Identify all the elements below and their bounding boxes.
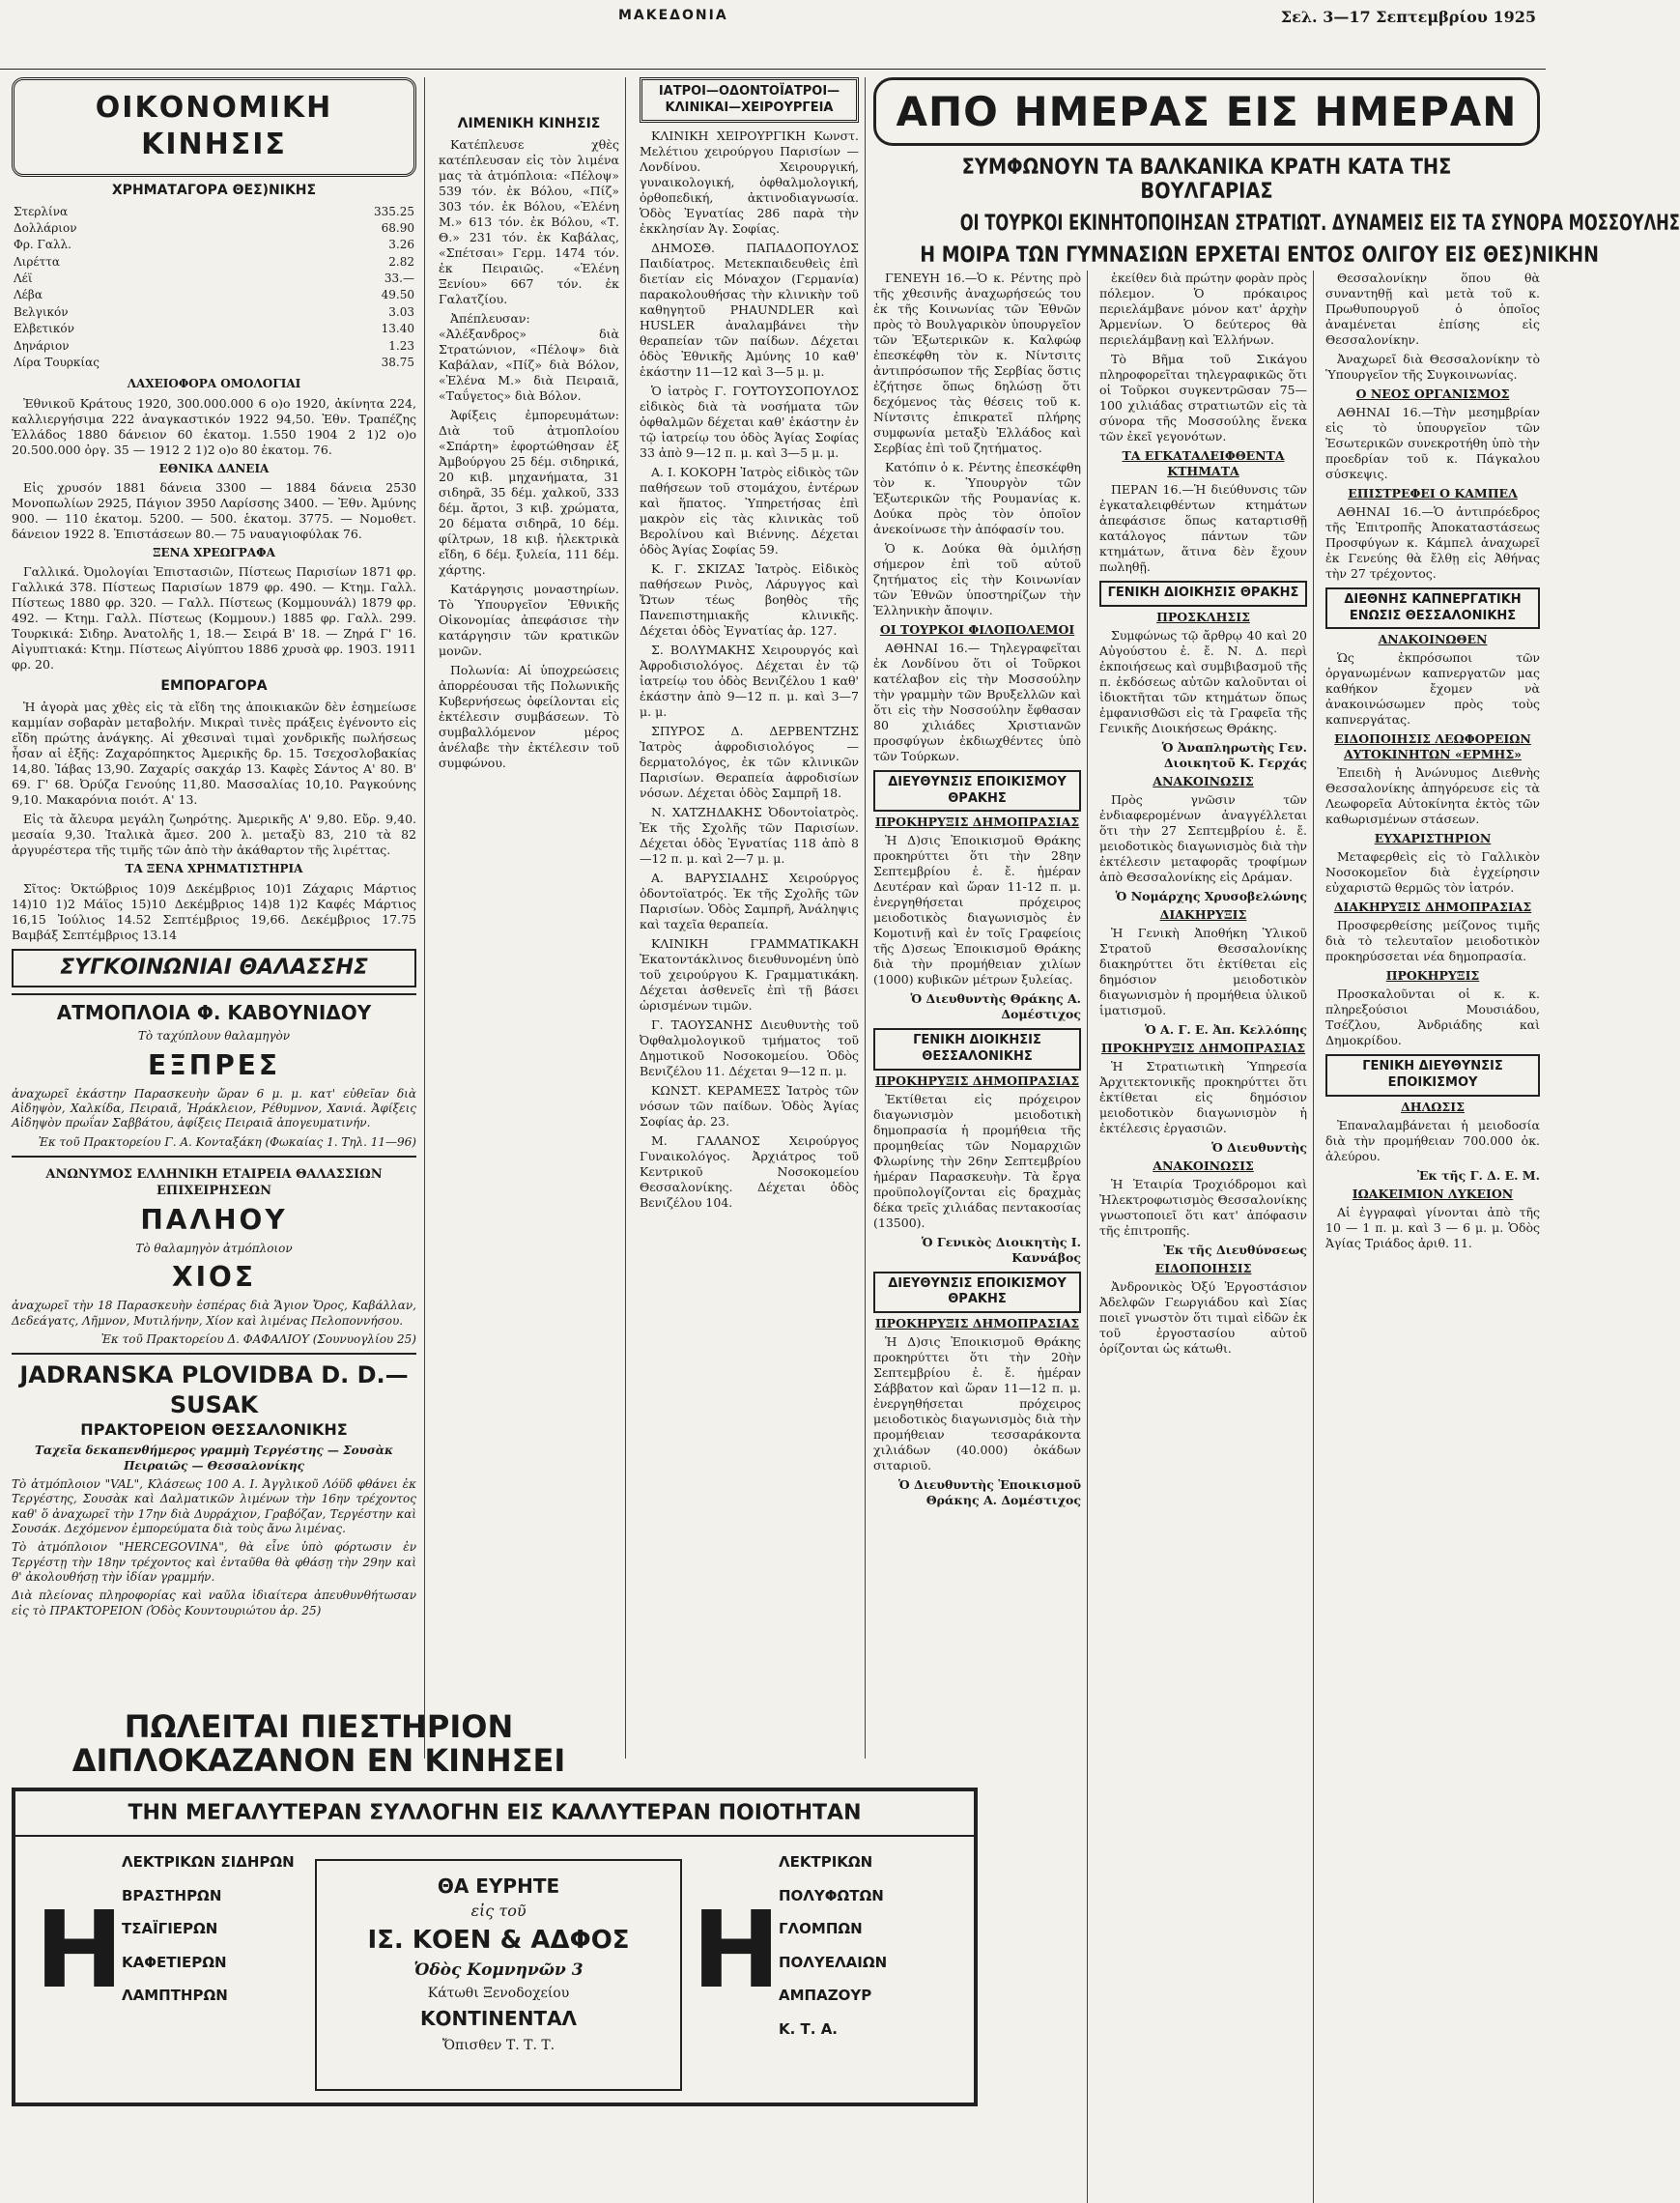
article-para: ΠΕΡΑΝ 16.—Ἡ διεύθυνσις τῶν ἐγκαταλειφθέντων κτημάτων ἀπεφάσισε ὅπως καταρτισθῇ κατάλογος πάντων τῶν κτημάτων, ἅτινα δὲν ἔχουν πωληθῇ. [1099,482,1307,574]
shipping-ad-kavounidou [12,993,416,1150]
notice-title: ΕΙΔΟΠΟΙΗΣΙΣ [1154,1260,1252,1275]
doctor-listing: ΣΠΥΡΟΣ Δ. ΔΕΡΒΕΝΤΖΗΣ Ἰατρὸς ἀφροδισιολόγος — δερματολόγος, ἐκ τῶν κλινικῶν Παρισίων. Θεραπεία ἀφροδισίων νόσων. Δέχεται ὁδὸς Σαμπρῆ 18. [640,724,859,801]
notice-signature: Ὁ Διευθυντὴς [1211,1139,1307,1155]
rate-row [12,204,416,220]
article-para: Ἀναχωρεῖ διὰ Θεσσαλονίκην τὸ Ὑπουργεῖον τῆς Συγκοινωνίας. [1325,352,1540,382]
ad-list-head: ΛΕΚΤΡΙΚΩΝ ΣΙΔΗΡΩΝ [122,1853,295,1871]
paper-name: ΜΑΚΕΔΟΝΙΑ [618,8,728,23]
notice-signature: Ἐκ τῆς Γ. Δ. Ε. Μ. [1416,1167,1540,1183]
ad-sub: ΠΡΑΚΤΟΡΕΙΟΝ ΘΕΣΣΑΛΟΝΙΚΗΣ [80,1419,348,1439]
front-section [873,77,1680,268]
article-para: ἐκείθεν διὰ πρώτην φορὰν πρὸς πόλεμον. Ὁ πρόκαιρος περιελάμβανε μόνον κατ' ἀρχὴν Ἀρμενίων. Ὁ δεύτερος θὰ περιελάμβανῃ καὶ Ἑλλήνων. [1099,271,1307,347]
doctor-listing: ΔΗΜΟΣΘ. ΠΑΠΑΔΟΠΟΥΛΟΣ Παιδίατρος. Μετεκπαιδευθεὶς ἐπὶ διετίαν εἰς Μόναχον (Γερμανία) παρακολουθήσας τὴν κλινικὴν τοῦ καθηγητοῦ PHAUNDLER καὶ HUSLER ἀναλαμβάνει τὴν θεραπείαν τῶν παίδων. Δέχεται ὁδὸς Ἐθνικῆς Ἀμύνης 10 καθ' ἑκάστην 11—12 καὶ 3—5 μ. μ. [640,241,859,380]
cohen-electrical-ad [12,1788,978,2106]
ad-center-line: ΚΟΝΤΙΝΕΝΤΑΛ [419,2007,578,2030]
rate-value: 13.40 [381,322,414,336]
article-para: Κατόπιν ὁ κ. Ρέντης ἐπεσκέφθη τὸν κ. Ὑπουργὸν τῶν Ἐξωτερικῶν τῆς Ρουμανίας κ. Δούκα πρὸς τὸν ὁποῖον ἀνεκοίνωσε τὴν ἀπόφασίν του. [873,460,1081,536]
harbor-para: Κατέπλευσε χθὲς κατέπλευσαν εἰς τὸν λιμένα μας τὰ ἀτμόπλοια: «Πέλοψ» 539 τόν. ἐκ Βόλου, «Πίζ» 303 τόν. ἐκ Βόλου, «Ἐλένη Μ.» 613 τόν. ἐκ Βόλου, «Τ. Θ.» 231 τόν. ἐκ Καβάλας, «Σπέτσαι» Γερμ. 1474 τόν. ἐκ Πειραιῶς. «Ἑλένη Ξενίου» 667 τόν. ἐκ Γαλατζίου. [439,136,619,306]
doctors-list [640,129,859,1211]
rate-row [12,287,416,303]
notice-box: ΓΕΝΙΚΗ ΔΙΟΙΚΗΣΙΣ ΘΡΑΚΗΣ [1099,581,1307,607]
front-subcolumn-2 [1094,271,1314,2203]
shipping-banner: ΣΥΓΚΟΙΝΩΝΙΑΙ ΘΑΛΑΣΣΗΣ [12,949,416,987]
notice-box: ΔΙΕΥΘΥΝΣΙΣ ΕΠΟΙΚΙΣΜΟΥ ΘΡΑΚΗΣ [873,1272,1081,1313]
ad-big-letter: Η [35,1888,125,2012]
notice-title: ΠΡΟΚΗΡΥΞΙΣ ΔΗΜΟΠΡΑΣΙΑΣ [1100,1040,1306,1055]
ad-signature: Ἐκ τοῦ Πρακτορείου Δ. ΦΑΦΑΛΙΟΥ (Σουνυογλίου 25) [100,1331,416,1346]
section-title: ΕΠΙΣΤΡΕΦΕΙ Ο ΚΑΜΠΕΛ [1348,486,1518,501]
rate-name: Λέϊ [14,272,33,286]
notice-text: Ἐκτίθεται εἰς πρόχειρον διαγωνισμὸν μειοδοτικὴ δημοπρασία ἡ προμήθεια τῆς προμηθείας τῶν Νομαρχιῶν Φλωρίνης τὴν 26ην Σεπτεμβρίου ἡμέραν Παρασκευὴν. Τὰ ἔργα προϋπολογίζονται εἰς δραχμὰς δέκα τρεῖς χιλιάδας πεντακοσίας (13500). [873,1091,1081,1230]
ad-big-letter: Η [692,1888,782,2012]
notice-title: ΔΙΑΚΗΡΥΞΙΣ [1159,906,1247,922]
notice-text: Προσφερθείσης μείζονος τιμῆς διὰ τὸ τελευταῖον μειοδοτικὸν προκηρύσσεται νέα δημοπρασία. [1325,918,1540,964]
notice-text: Ἡ Δ)σις Ἐποικισμοῦ Θράκης προκηρύττει ὅτι τὴν 20ὴν Σεπτεμβρίου ἐ. ἔ. ἡμέραν Σάββατον καὶ ὥραν 11—12 π. μ. ἐνεργηθήσεται πρόχειρος μειοδοτικὸς διαγωνισμὸς διὰ τὴν προμήθειαν τεσσαράκοντα χιλιάδων (40.000) ὀκάδων σιταριοῦ. [873,1333,1081,1473]
notice-text: Ὡς ἐκπρόσωποι τῶν ὀργανωμένων καπνεργατῶν μας καθήκον ἔχομεν νὰ ἀνακοινώσωμεν πρὸς τοὺς καπνεργάτας. [1325,650,1540,728]
notice-text: Πρὸς γνῶσιν τῶν ἐνδιαφερομένων ἀναγγέλλεται ὅτι τὴν 27 Σεπτεμβρίου ἐ. ἔ. μειοδοτικὸς διαγωνισμὸς διὰ τὴν ἐκτέλεσιν μεταφορᾶς τροφίμων ἀπὸ Θεσσαλονίκης εἰς Δράμαν. [1099,791,1307,884]
doctor-listing: Μ. ΓΑΛΑΝΟΣ Χειρούργος Γυναικολόγος. Ἀρχιάτρος τοῦ Κεντρικοῦ Νοσοκομείου Θεσσαλονίκης. Δέχεται ὁδὸς Βενιζέλου 104. [640,1133,859,1211]
ad-list-head: ΛΕΚΤΡΙΚΩΝ ΠΟΛΥΦΩΤΩΝ [779,1853,884,1904]
doctor-listing: Σ. ΒΟΛΥΜΑΚΗΣ Χειρουργός καὶ Ἀφροδισιολόγος. Δέχεται ἐν τῷ ἰατρείῳ του ὁδὸς Βενιζέλου 1 καθ' ἑκάστην ἀπὸ 9—12 π. μ. καὶ 3—7 μ. μ. [640,643,859,720]
trade-title: ΕΜΠΟΡΑΓΟΡΑ [160,678,268,695]
rate-name: Λίρα Τουρκίας [14,355,100,369]
notice-title: ΑΝΑΚΟΙΝΩΣΙΣ [1153,1158,1254,1173]
article-para: ΑΘΗΝΑΙ 16.—Ὁ ἀντιπρόεδρος τῆς Ἐπιτροπῆς Ἀποκαταστάσεως Προσφύγων κ. Κάμπελ ἀναχωρεῖ ἐκ Γενεύης θὰ ἔλθῃ εἰς Ἀθήνας τὴν 27 τρέχοντος. [1325,504,1540,581]
notice-text: Ἐπειδὴ ἡ Ἀνώνυμος Διεθνὴς Θεσσαλονίκης ἀπηγόρευσε εἰς τὰ Λεωφορεῖα Αὐτοκίνητα ἐκτὸς τῶν καθωρισμένων στάσεων. [1325,765,1540,827]
ad-sub: Τὸ θαλαμηγὸν ἀτμόπλοιον [135,1242,293,1256]
ad-center-line: Ὁδὸς Κομνηνῶν 3 [413,1960,584,1980]
rate-name: Στερλίνα [14,204,69,218]
doctor-listing: Γ. ΤΑΟΥΣΑΝΗΣ Διευθυντὴς τοῦ Ὀφθαλμολογικοῦ τμήματος τοῦ Δημοτικοῦ Νοσοκομείου. Ὁδὸς Βενιζέλου 11. Δέχεται 9—12 π. μ. [640,1017,859,1079]
rate-row [12,254,416,271]
doctor-listing: ΚΛΙΝΙΚΗ ΧΕΙΡΟΥΡΓΙΚΗ Κωνστ. Μελέτιου χειρούργου Παρισίων — Λονδίνου. Χειρουργική, γυναικολογική, ὀφθαλμολογική, ὀρθοπεδική, ἀκτινοδιαγνωσία. Ὁδὸς Ἐγνατίας 286 παρὰ τὴν ἐκκλησίαν Ἁγ. Σοφίας. [640,129,859,237]
harbor-para: Κατάργησις μοναστηρίων. Τὸ Ὑπουργεῖον Ἐθνικῆς Οἰκονομίας ἀπεφάσισε τὴν κατάργησιν τῶν κρατικῶν μονῶν. [439,581,619,658]
notice-title: ΙΩΑΚΕΙΜΙΟΝ ΛΥΚΕΙΟΝ [1352,1186,1514,1201]
notice-text: Ἡ Δ)σις Ἐποικισμοῦ Θράκης προκηρύττει ὅτι τὴν 28ην Σεπτεμβρίου ἐ. ἔ. ἡμέραν Δευτέραν καὶ ὥραν 11-12 π. μ. ἐνεργηθήσεται πρόχειρος μειοδοτικὸς διαγωνισμὸς ἐν Κομοτινῇ καὶ ἐν τοῖς Γραφείοις τῆς Δ)σεως Ἐποικισμοῦ Θράκης διὰ τὴν προμήθειαν χιλίων (1000) κυβικῶν μέτρων ξυλείας. [873,833,1081,987]
rate-value: 1.23 [388,338,414,353]
notice-title: ΠΡΟΚΗΡΥΞΙΣ ΔΗΜΟΠΡΑΣΙΑΣ [874,1073,1080,1088]
grain-title: ΤΑ ΞΕΝΑ ΧΡΗΜΑΤΙΣΤΗΡΙΑ [125,862,303,876]
notice-title: ΑΝΑΚΟΙΝΩΘΕΝ [1378,632,1488,647]
notice-text: Μεταφερθεὶς εἰς τὸ Γαλλικὸν Νοσοκομεῖον διὰ ἐγχείρησιν εὐχαριστῶ θερμῶς τὸν ἰατρόν. [1325,849,1540,896]
rate-value: 33.— [384,272,414,286]
rate-name: Λιρέττα [14,254,61,269]
notice-title: ΕΥΧΑΡΙΣΤΗΡΙΟΝ [1374,831,1492,846]
grain-text: Σῖτος: Ὀκτώβριος 10)9 Δεκέμβριος 10)1 Ζάχαρις Μάρτιος 14)10 1)2 Μάϊος 15)10 Δεκέμβριος 14)8 1)2 Καφές Μάρτιος 16,15 Ἰούλιος 14.52 Σεπτέμβριος 19,66. Δεκέμβριος 17.75 Βαμβάξ Σεπτέμβριος 13.14 [12,880,416,942]
ad-list-item: ΠΟΛΥΕΛΑΙΩΝ [779,1953,888,1971]
notice-text: Προσκαλοῦνται οἱ κ. κ. πληρεξούσιοι Μουσιάδου, Τσέζλου, Ἀνδριάδης καὶ Δημοκρίδου. [1325,987,1540,1048]
rate-name: Δηνάριον [14,338,70,353]
notice-signature: Ὁ Διευθυντὴς Θράκης Α. Δομέστιχος [910,991,1081,1022]
rate-row [12,220,416,237]
headline-2: ΟΙ ΤΟΥΡΚΟΙ ΕΚΙΝΗΤΟΠΟΙΗΣΑΝ ΣΤΡΑΤΙΩΤ. ΔΥΝΑΜΕΙΣ ΕΙΣ ΤΑ ΣΥΝΟΡΑ ΜΟΣΣΟΥΛΗΣ [959,212,1680,236]
ad-center-box [315,1859,682,2091]
rate-value: 3.03 [388,304,414,319]
ad-title: ΤΗΝ ΜΕΓΑΛΥΤΕΡΑΝ ΣΥΛΛΟΓΗΝ ΕΙΣ ΚΑΛΛΥΤΕΡΑΝ ΠΟΙΟΤΗΤΑΝ [15,1791,974,1837]
rate-name: Βελγικόν [14,304,69,319]
ad-sub: Τὸ ταχύπλουν θαλαμηγὸν [137,1029,291,1044]
printing-ad-line2: ΔΙΠΛΟΚΑΖΑΝΟΝ ΕΝ ΚΙΝΗΣΕΙ [71,1742,566,1780]
doctor-listing: ΚΩΝΣΤ. ΚΕΡΑΜΕΞΣ Ἰατρὸς τῶν νόσων τῶν παίδων. Ὁδὸς Ἁγίας Σοφίας ἀρ. 23. [640,1083,859,1130]
doctors-header: ΙΑΤΡΟΙ—ΟΔΟΝΤΟΪΑΤΡΟΙ—ΚΛΙΝΙΚΑΙ—ΧΕΙΡΟΥΡΓΕΙΑ [640,77,859,123]
company-name: ΠΑΛΗΟΥ [140,1204,288,1237]
notice-title: ΑΝΑΚΟΙΝΩΣΙΣ [1153,773,1254,788]
notice-signature: Ὁ Νομάρχης Χρυσοβελώνης [1115,888,1307,903]
notice-text: Αἱ ἐγγραφαὶ γίνονται ἀπὸ τῆς 10 — 1 π. μ. καὶ 3 — 6 μ. μ. Ὁδὸς Ἁγίας Τριάδος ἀριθ. 11. [1325,1204,1540,1250]
notice-text: Ἐπαναλαμβάνεται ἡ μειοδοσία διὰ τὴν προμήθειαν 700.000 ὀκ. ἀλεύρου. [1325,1117,1540,1163]
notice-signature: Ὁ Ἀναπληρωτὴς Γεν. Διοικητοῦ Κ. Γερχάς [1161,739,1307,770]
doctor-listing: Α. Ι. ΚΟΚΟΡΗ Ἰατρὸς εἰδικὸς τῶν παθήσεων τοῦ στομάχου, ἐντέρων καὶ ἥπατος. Ὑπηρετήσας ἐπὶ μακρὸν εἰς τὰς κλινικὰς τοῦ Βερολίνου καὶ Βιέννης. Δέχεται ὁδὸς Ἁγίας Σοφίας 59. [640,465,859,558]
foreign-text: Γαλλικά. Ὀμολογίαι Ἐπιστασιῶν, Πίστεως Παρισίων 1871 φρ. Γαλλικά 378. Πίστεως Παρισίων 1879 φρ. 490. — Κτημ. Γαλλ. Πίστεως 1880 φρ. 320. — Γαλλ. Πίστεως (Κομμουνάλ) 1879 φρ. 492. — Κτημ. Γαλλ. Πίστεως (Κομμουν.) 1885 φρ. Γαλλ. 299. Τουρκικά: Σιδηρ. Ἀνατολῆς 1, 18.— Σειρά Β' 18. — Ζηρά Γ' 16. Αἰγυπτιακά: Κτημ. Πίστεως Αἰγύπτου 1886 χρυσὰ φρ. 1903. 1911 φρ. 20. [12,564,416,672]
notice-title: ΕΙΔΟΠΟΙΗΣΙΣ ΛΕΩΦΟΡΕΙΩΝ ΑΥΤΟΚΙΝΗΤΩΝ «ΕΡΜΗΣ» [1334,731,1531,762]
ad-left-list [122,1845,295,2013]
section-title: ΤΑ ΕΓΚΑΤΑΛΕΙΦΘΕΝΤΑ ΚΤΗΜΑΤΑ [1122,448,1285,478]
exchange-rates-table [12,204,416,372]
ad-title: ΑΤΜΟΠΛΟΙΑ Φ. ΚΑΒΟΥΝΙΔΟΥ [56,1000,372,1024]
rate-row [12,304,416,321]
main-headline: ΑΠΟ ΗΜΕΡΑΣ ΕΙΣ ΗΜΕΡΑΝ [873,77,1540,146]
notice-box: ΔΙΕΘΝΗΣ ΚΑΠΝΕΡΓΑΤΙΚΗ ΕΝΩΣΙΣ ΘΕΣΣΑΛΟΝΙΚΗΣ [1325,587,1540,629]
doctor-listing: ΚΛΙΝΙΚΗ ΓΡΑΜΜΑΤΙΚΑΚΗ Ἐκατοντάκλινος διευθυνομένη ὑπὸ τοῦ χειρούργου Κ. Γραμματικάκη. Δέχεται ἀσθενεῖς ἐπὶ τῇ βάσει ὡρισμένων τιμῶν. [640,936,859,1014]
notice-signature: Ὁ Διευθυντὴς Ἐποικισμοῦ Θράκης Α. Δομέστιχος [898,1476,1081,1507]
ad-center-line: εἰς τοῦ [470,1902,527,1920]
rate-value: 68.90 [381,221,414,236]
article-para: Ὁ κ. Δούκα θὰ ὁμιλήσῃ σήμερον ἐπὶ τοῦ αὐτοῦ ζητήματος εἰς τὴν Κοινωνίαν τῶν Ἐθνῶν ὑποστηρίζων τὴν Ἑλληνικὴν ἄποψιν. [873,541,1081,617]
bonds-title: ΛΑΧΕΙΟΦΟΡΑ ΟΜΟΛΟΓΙΑΙ [127,377,301,391]
ad-text: ἀναχωρεῖ τὴν 18 Παρασκευὴν ἑσπέρας διὰ Ἅγιον Ὄρος, Καβάλλαν, Δεδεάγατς, Λῆμνον, Μυτιλήνην, Χίον καὶ λιμένας Πελοποννήσου. [12,1299,416,1328]
page-date: Σελ. 3—17 Σεπτεμβρίου 1925 [1280,8,1536,26]
ad-line: Ταχεῖα δεκαπενθήμερος γραμμὴ Τεργέστης — Σουσὰκ Πειραιῶς — Θεσσαλονίκης [34,1444,393,1473]
rate-name: Ελβετικόν [14,322,74,336]
masthead [0,0,1546,70]
ad-list-item: ΚΑΦΕΤΙΕΡΩΝ [122,1953,227,1971]
ship-name: ΧΙΟΣ [172,1261,256,1294]
rate-name: Λέβα [14,288,43,302]
notice-text: Συμφώνως τῷ ἄρθρῳ 40 καὶ 20 Αὐγούστου ἐ. ἔ. Ν. Δ. περὶ ἐκποιήσεως καὶ συμβιβασμοῦ τῆς π. ἐκδόσεως αὐτῶν καλοῦνται οἱ ἰδιοκτῆται τῶν κτημάτων ὅπως ἐμφανισθῶσι εἰς τὰ Γραφεῖα τῆς Γενικῆς Διοικήσεως Θράκης. [1099,627,1307,735]
ship-name: ΕΞΠΡΕΣ [147,1048,281,1081]
ad-list-item: Κ. Τ. Α. [779,2019,839,2038]
section-title: Ο ΝΕΟΣ ΟΡΓΑΝΙΣΜΟΣ [1355,386,1510,401]
section-title: ΟΙ ΤΟΥΡΚΟΙ ΦΙΛΟΠΟΛΕΜΟΙ [879,622,1075,637]
front-subcolumn-3 [1320,271,1540,2203]
ad-title: JADRANSKA PLOVIDBA D. D.—SUSAK [19,1361,409,1419]
front-subcolumn-1 [873,271,1088,2203]
rate-row [12,271,416,287]
notice-title: ΠΡΟΚΗΡΥΞΙΣ ΔΗΜΟΠΡΑΣΙΑΣ [874,815,1080,830]
ad-text: Διὰ πλείονας πληροφορίας καὶ ναῦλα ἰδιαίτερα ἀπευθυνθήτωσαν εἰς τὸ ΠΡΑΚΤΟΡΕΙΟΝ (Ὁδὸς Κουντουριώτου ἀρ. 25) [12,1588,416,1617]
foreign-title: ΞΕΝΑ ΧΡΕΩΓΡΑΦΑ [153,546,275,559]
doctor-listing: Κ. Γ. ΣΚΙΖΑΣ Ἰατρὸς. Εἰδικὸς παθήσεων Ρινὸς, Λάρυγγος καὶ Ὤτων τέως βοηθὸς τῆς Πανεπιστημιακῆς κλινικῆς. Δέχεται ὁδὸς Ἐγνατίας ἀρ. 127. [640,561,859,639]
economy-header: ΟΙΚΟΝΟΜΙΚΗ ΚΙΝΗΣΙΣ [12,77,416,177]
rate-row [12,321,416,337]
printing-press-ad [12,1710,626,1778]
ad-signature: Ἐκ τοῦ Πρακτορείου Γ. Α. Κονταξάκη (Φωκαίας 1. Τηλ. 11—96) [38,1134,416,1149]
loans-title: ΕΘΝΙΚΑ ΔΑΝΕΙΑ [158,461,270,475]
notice-box: ΔΙΕΥΘΥΝΣΙΣ ΕΠΟΙΚΙΣΜΟΥ ΘΡΑΚΗΣ [873,770,1081,812]
ad-text: Τὸ ἀτμόπλοιον "VAL", Κλάσεως 100 Α. Ι. Ἀγγλικοῦ Λόϋδ φθάνει ἐκ Τεργέστης, Σουσὰκ καὶ Δαλματικῶν λιμένων τὴν 16ην τρέχοντος καθ' ὅ ἀναχωρεῖ τὴν 17ην διὰ Δυρράχιον, Γραβόζαν, Τεργέστην καὶ Σουσάκ. Δεχόμενον ἐμπορεύματα διὰ τοὺς ἄνω λιμένας. [12,1476,416,1536]
ad-list-item: ΤΣΑΪΓΙΕΡΩΝ [122,1920,218,1937]
article-para: ΑΘΗΝΑΙ 16.—Τὴν μεσημβρίαν εἰς τὸ ὑπουργεῖον τῶν Ἐσωτερικῶν συνεκροτήθη ὑπὸ τὴν προεδρίαν τοῦ κ. Πάγκαλου σύσκεψις. [1325,405,1540,481]
notice-title: ΠΡΟΚΗΡΥΞΙΣ [1385,968,1480,984]
economy-column [12,77,425,1759]
notice-title: ΠΡΟΚΗΡΥΞΙΣ ΔΗΜΟΠΡΑΣΙΑΣ [874,1315,1080,1330]
ad-center-line: Κάτωθι Ξενοδοχείου [427,1986,570,2001]
notice-title: ΔΗΛΩΣΙΣ [1401,1099,1465,1114]
rate-value: 49.50 [381,288,414,302]
doctors-column [634,77,866,1759]
rate-value: 335.25 [374,204,414,218]
ad-center-line: ΘΑ ΕΥΡΗΤΕ [437,1874,560,1898]
market-title: ΧΡΗΜΑΤΑΓΟΡΑ ΘΕΣ)ΝΙΚΗΣ [111,182,317,198]
ad-text: ἀναχωρεῖ ἐκάστην Παρασκευὴν ὥραν 6 μ. μ. κατ' εὐθεῖαν διὰ Αἰδηψὸν, Χαλκίδα, Πειραιᾶ, Ἡράκλειον, Ρέθυμνον, Χανιά. Ἀφίξεις Αἰδηψὸν πρωΐαν Σαββάτου, ἀφίξεις Πειραιᾶ ἀπογευματινήν. [12,1086,416,1130]
ad-list-item: ΒΡΑΣΤΗΡΩΝ [122,1886,222,1904]
bonds-text: Ἐθνικοῦ Κράτους 1920, 300.000.000 6 ο)ο 1920, ἀκίνητα 224, καλλιεργήσιμα 222 ἀναγκαστικόν 1922 94,50. Ἐθν. Τραπέζης Ἑλλάδος 1880 δάνειον 60 ἑκατομ. 1.550 1904 2 1)2 ο)ο 20.500.000 ὀργ. 35 — 1912 2 1)2 ο)ο 80 ἑκατομ. 76. [12,395,416,457]
headline-1: ΣΥΜΦΩΝΟΥΝ ΤΑ ΒΑΛΚΑΝΙΚΑ ΚΡΑΤΗ ΚΑΤΑ ΤΗΣ ΒΟΥΛΓΑΡΙΑΣ [961,156,1452,204]
notice-text: Ἡ Γενικὴ Ἀποθήκη Ὑλικοῦ Στρατοῦ Θεσσαλονίκης διακηρύττει ὅτι ἐκτίθεται εἰς δημόσιον μειοδοτικὸν διαγωνισμὸν ἡ προμήθεια ὑλικοῦ ἱματισμοῦ. [1099,925,1307,1017]
ad-text: Τὸ ἀτμόπλοιον "HERCEGOVINA", θὰ εἶνε ὑπὸ φόρτωσιν ἐν Τεργέστῃ τὴν 18ην τρέχοντος καὶ ἐνταῦθα θὰ φθάσῃ τὴν 29ην καὶ θ' ἀκολουθήσῃ τὴν ἰδίαν γραμμήν. [12,1540,416,1585]
doctor-listing: Ὁ ἰατρὸς Γ. ΓΟΥΤΟΥΣΟΠΟΥΛΟΣ εἰδικὸς διὰ τὰ νοσήματα τῶν ὀφθαλμῶν δέχεται καθ' ἑκάστην ἐν τῷ ἰατρείῳ του ὁδὸς Ἁγίας Σοφίας 33 ἀπὸ 9—12 π. μ. καὶ 3—5 μ. μ. [640,384,859,461]
headline-3: Η ΜΟΙΡΑ ΤΩΝ ΓΥΜΝΑΣΙΩΝ ΕΡΧΕΤΑΙ ΕΝΤΟΣ ΟΛΙΓΟΥ ΕΙΣ ΘΕΣ)ΝΙΚΗΝ [920,243,1599,268]
doctor-listing: Α. ΒΑΡΥΣΙΑΔΗΣ Χειρούργος ὀδοντοϊατρός. Ἐκ τῆς Σχολῆς τῶν Παρισίων. Ὁδὸς Σαμπρῆ, Ἀνάληψις καὶ ταχεῖα θεραπεία. [640,871,859,932]
rate-name: Φρ. Γαλλ. [14,238,71,252]
notice-signature: Ὁ Γενικὸς Διοικητὴς Ι. Καννάβος [921,1234,1081,1265]
notice-text: Ἀνδρονικὸς Ὀξύ Ἐργοστάσιον Ἀδελφῶν Γεωργιάδου καὶ Σίας ποιεῖ γνωστὸν ὅτι τιμαὶ εἰδῶν ἐκ τοῦ ἐργοστασίου αὐτοῦ ὁρίζονται ὡς κάτωθι. [1099,1278,1307,1356]
shipping-ad-jadranska [12,1353,416,1618]
notice-text: Ἡ Ἑταιρία Τροχιόδρομοι καὶ Ἠλεκτροφωτισμὸς Θεσσαλονίκης γνωστοποιεῖ ὅτι κατ' ἀπόφασιν τῆς ἐπιτροπῆς. [1099,1176,1307,1238]
notice-signature: Ὁ Α. Γ. Ε. Ἀπ. Κελλόπης [1145,1021,1307,1037]
rate-value: 3.26 [388,238,414,252]
doctor-listing: Ν. ΧΑΤΖΗΔΑΚΗΣ Ὀδοντοἰατρὸς. Ἐκ τῆς Σχολῆς τῶν Παρισίων. Δέχεται ὁδὸς Ἐγνατίας 118 ἀπὸ 8—12 π. μ. καὶ 2—7 μ. μ. [640,805,859,867]
trade-para: Ἡ ἀγορὰ μας χθὲς εἰς τὰ εἴδη της ἀποικιακῶν δὲν ἐσημείωσε καμμίαν σοβαρὰν μεταβολήν. Μικραὶ τινὲς πράξεις ἐγένοντο εἰς εἴδη πρώτης ἀνάγκης. Αἱ χθεσιναὶ τιμαὶ χονδρικῆς πωλήσεως ἦσαν αἱ ἑξῆς: Ζαχαρόπηκτος Ἀμερικῆς δρ. 15. Τσεχοσλοβακίας 14,80. Ἰάβας 13,90. Ζαχαρίς σακχάρ 13. Καφὲς Σάντος Α' 80. Β' 69. Γ' 68. Ὀρύζα Γενούης 11,80. Μασσαλίας 10,10. Ραγκούνης 9,10. Μακαρόνια ποιότ. Α' 13. [12,700,416,808]
harbor-para: Ἀπέπλευσαν: «Ἀλέξανδρος» διὰ Στρατώνιον, «Πέλοψ» διὰ Καβάλαν, «Πίζ» διὰ Βόλον, «Ἐλένα Μ.» διὰ Πειραιᾶ, «Ταΰγετος» διὰ Βόλον. [439,310,619,403]
notice-text: Ἡ Στρατιωτικὴ Ὑπηρεσία Ἀρχιτεκτονικῆς προκηρύττει ὅτι ἐκτίθεται εἰς δημόσιον μειοδοτικὸν διαγωνισμὸν ἡ ἐκτέλεσις ἐργασιῶν. [1099,1058,1307,1135]
notice-title: ΔΙΑΚΗΡΥΞΙΣ ΔΗΜΟΠΡΑΣΙΑΣ [1333,900,1532,915]
shipping-ad-paleou [12,1156,416,1347]
harbor-column [433,77,626,1759]
ad-list-item: ΓΛΟΜΠΩΝ [779,1920,863,1937]
harbor-para: Ἀφίξεις ἐμπορευμάτων: Διὰ τοῦ ἀτμοπλοίου «Σπάρτη» ἐφορτώθησαν ἐξ Ἀμβούργου 25 δέμ. σιδηρικά, 20 κιβ. μηχανήματα, 31 σιδηρᾶ, 35 δέμ. χαλκοῦ, 333 δέμ. ἄρτοι, 3 κιβ. χρώματα, 20 δέματα σιδηρᾶ, 10 δέμ. φίλτρων, 18 κιβ. ἠλεκτρικὰ εἴδη, 6 δέμ. ξυλεία, 111 δέμ. χάρτης. [439,407,619,577]
ad-title: ΑΝΩΝΥΜΟΣ ΕΛΛΗΝΙΚΗ ΕΤΑΙΡΕΙΑ ΘΑΛΑΣΣΙΩΝ ΕΠΙΧΕΙΡΗΣΕΩΝ [45,1167,383,1198]
rate-name: Δολλάριον [14,221,77,236]
notice-title: ΠΡΟΣΚΛΗΣΙΣ [1156,609,1250,624]
notice-signature: Ἐκ τῆς Διευθύνσεως [1163,1242,1307,1257]
rate-row [12,237,416,253]
harbor-title: ΛΙΜΕΝΙΚΗ ΚΙΝΗΣΙΣ [457,116,601,131]
harbor-para: Πολωνία: Αἱ ὑποχρεώσεις ἀπορρέουσαι τῆς Πολωνικῆς Κυβερνήσεως ὀφείλονται εἰς ἐκτέλεσιν συμβάσεων. Τὸ συμβαλλόμενον μέρος ἀνέλαβε τὴν ἐκτέλεσιν τοῦ συμφώνου. [439,662,619,770]
ad-center-line: Ὄπισθεν Τ. Τ. Τ. [441,2038,555,2053]
rate-value: 2.82 [388,254,414,269]
notice-box: ΓΕΝΙΚΗ ΔΙΟΙΚΗΣΙΣ ΘΕΣΣΑΛΟΝΙΚΗΣ [873,1028,1081,1070]
ad-list-item: ΑΜΠΑΖΟΥΡ [779,1987,872,2004]
loans-text: Εἰς χρυσόν 1881 δάνεια 3300 — 1884 δάνεια 2530 Μονοπωλίων 2925, Πάγιον 3950 Λαρίσσης 3400. — Ἐθν. Ἀμύνης 900. — 110 ἑκατομ. 5200. — 500. ἑκατομ. 3775. — Νομοθετ. δάνειον 1922 8. Ἐπιστάσεων 80.— 75 ναυαγιοφύλακ 76. [12,480,416,541]
rate-row [12,338,416,355]
ad-list-item: ΛΑΜΠΤΗΡΩΝ [122,1987,228,2004]
printing-ad-line1: ΠΩΛΕΙΤΑΙ ΠΙΕΣΤΗΡΙΟΝ [124,1708,514,1745]
rate-row [12,355,416,371]
article-para: Τὸ Βῆμα τοῦ Σικάγου πληροφορεῖται τηλεγραφικῶς ὅτι οἱ Τοῦρκοι συγκεντρῶσαν 75—100 χιλιάδας στρατιωτῶν εἰς τὰ σύνορα τῆς Μοσσούλης ἕνεκα τῶν ἐκεῖ γεγονότων. [1099,352,1307,443]
rate-value: 38.75 [381,355,414,369]
trade-para: Εἰς τὰ ἄλευρα μεγάλη ζωηρότης. Ἀμερικῆς Α' 9,80. Εὔρ. 9,40. μεσαία 9,30. Ἰταλικὰ ἄμεσ. 200 λ. μεταξὺ 83, 210 τὰ 82 ἀργυρέστερα τῆς τιμῆς τῶν ἀπὸ τὴν ἀκάθαρτον τῆς λιρέττας. [12,812,416,858]
article-para: ΑΘΗΝΑΙ 16.— Τηλεγραφεῖται ἐκ Λονδίνου ὅτι οἱ Τοῦρκοι κατέλαβον εἰς τὴν Μοσσούλην τὴν γραμμὴν τῶν Βρυξελλῶν καὶ ὅτι εἰς τὴν Νοσσούλην ἔφθασαν 80 χιλιάδες Χριστιανῶν προσφύγων ἐκδιωχθέντες ὑπὸ τῶν Τούρκων. [873,641,1081,763]
article-para: ΓΕΝΕΥΗ 16.—Ὁ κ. Ρέντης πρὸ τῆς χθεσινῆς ἀναχωρήσεώς του ἐκ τῆς Κοινωνίας τῶν Ἐθνῶν πρὸς τὸ Βουλγαρικὸν ὑπουργεῖον τῶν Ἐξωτερικῶν κ. Καλφώφ ἐπεσκέφθη τὸν κ. Νίντσιτς ἀντιπρόσωπον τῆς Σερβίας ὅστις ἐζήτησε ὅπως δηλώσῃ ὅτι δεχόμενος τὰς θέσεις τοῦ κ. Νίντσιτς ἐπικρατεῖ πλήρης συμφωνία μεταξὺ Ἑλλάδος καὶ Σερβίας ἐπὶ τοῦ ζητήματος. [873,271,1081,455]
article-para: Θεσσαλονίκην ὅπου θὰ συναντηθῇ καὶ μετὰ τοῦ κ. Πρωθυπουργοῦ ὁ ὁποῖος ἀναμένεται ἐπίσης εἰς Θεσσαλονίκην. [1325,271,1540,347]
notice-box: ΓΕΝΙΚΗ ΔΙΕΥΘΥΝΣΙΣ ΕΠΟΙΚΙΣΜΟΥ [1325,1054,1540,1096]
ad-center-line: ΙΣ. ΚΟΕΝ & ΑΔΦΟΣ [367,1926,630,1955]
